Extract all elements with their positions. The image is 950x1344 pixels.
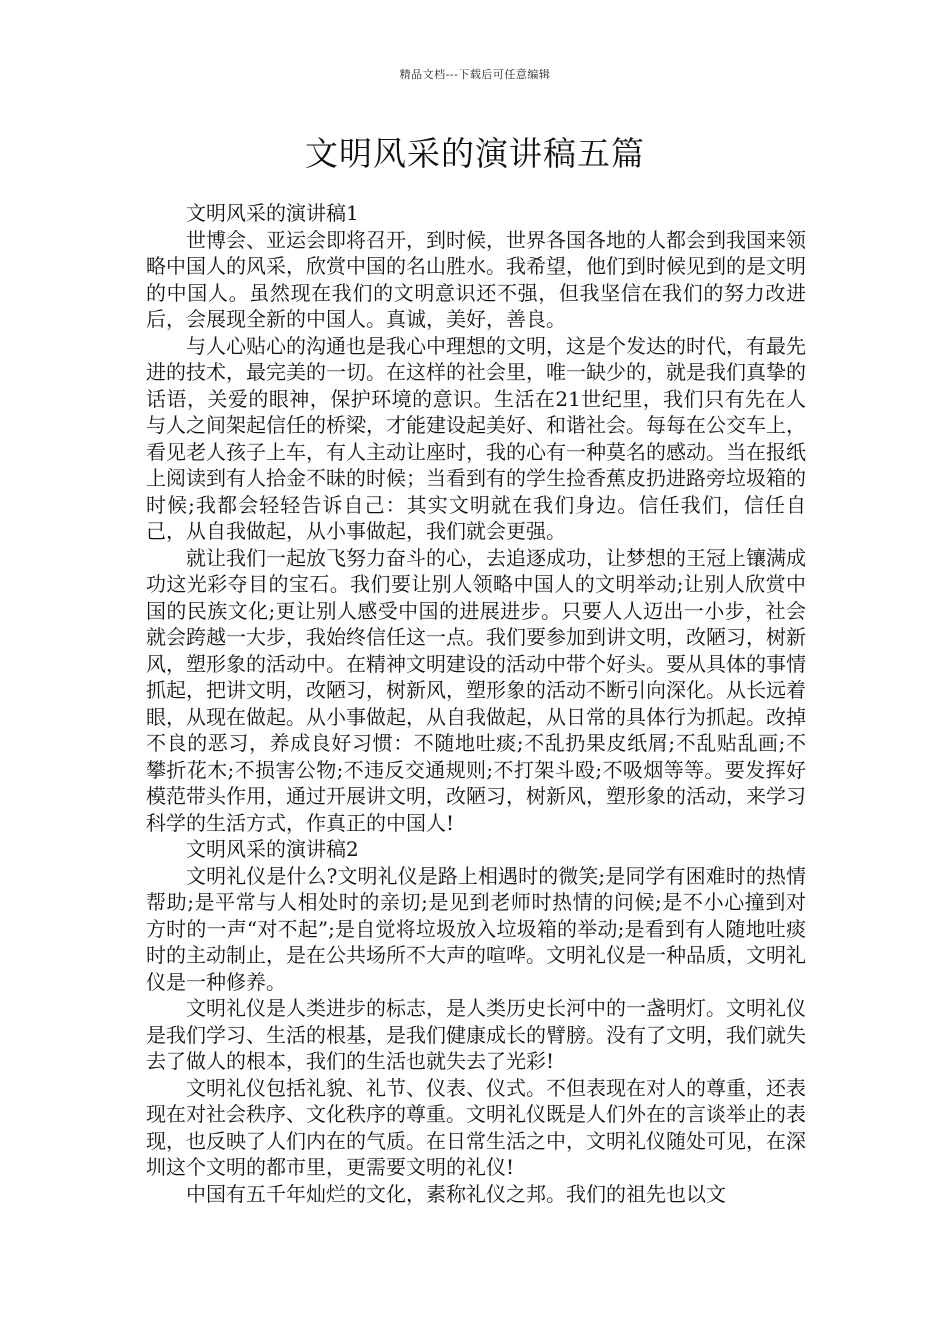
section-heading-1: 文明风采的演讲稿1: [186, 201, 359, 225]
document-title: 文明风采的演讲稿五篇: [305, 134, 645, 173]
paragraph: 文明礼仪包括礼貌、礼节、仪表、仪式。不但表现在对人的尊重，还表现在对社会秩序、文化秩序的尊重。文明礼仪既是人们外在的言谈举止的表现，也反映了人们内在的气质。在日常生活之中，文明礼仪随处可见，在深圳这个文明的都市里，更需要文明的礼仪!: [146, 1075, 806, 1179]
document-body: [146, 200, 806, 1207]
paragraph: 世博会、亚运会即将召开，到时候，世界各国各地的人都会到我国来领略中国人的风采，欣赏中国的名山胜水。我希望，他们到时候见到的是文明的中国人。虽然现在我们的文明意识还不强，但我坚信在我们的努力改进后，会展现全新的中国人。真诚，美好，善良。: [146, 227, 806, 331]
paragraph: 文明礼仪是什么?文明礼仪是路上相遇时的微笑;是同学有困难时的热情帮助;是平常与人相处时的亲切;是见到老师时热情的问候;是不小心撞到对方时的一声“对不起”;是自觉将垃圾放入垃圾箱的举动;是看到有人随地吐痰时的主动制止，是在公共场所不大声的喧哗。文明礼仪是一种品质，文明礼仪是一种修养。: [146, 863, 806, 994]
header-note: 精品文档---下载后可任意编辑: [399, 68, 551, 81]
paragraph: 文明礼仪是人类进步的标志，是人类历史长河中的一盏明灯。文明礼仪是我们学习、生活的根基，是我们健康成长的臂膀。没有了文明，我们就失去了做人的根本，我们的生活也就失去了光彩!: [146, 996, 806, 1073]
paragraph: 与人心贴心的沟通也是我心中理想的文明，这是个发达的时代，有最先进的技术，最完美的一切。在这样的社会里，唯一缺少的，就是我们真挚的话语，关爱的眼神，保护环境的意识。生活在21世纪里，我们只有先在人与人之间架起信任的桥梁，才能建设起美好、和谐社会。每每在公交车上，看见老人孩子上车，有人主动让座时，我的心有一种莫名的感动。当在报纸上阅读到有人拾金不昧的时候；当看到有的学生捡香蕉皮扔进路旁垃圾箱的时候;我都会轻轻告诉自己：其实文明就在我们身边。信任我们，信任自己，从自我做起，从小事做起，我们就会更强。: [146, 333, 806, 543]
section-heading-2: 文明风采的演讲稿2: [186, 837, 359, 861]
paragraph: 中国有五千年灿烂的文化，素称礼仪之邦。我们的祖先也以文: [186, 1181, 726, 1206]
paragraph: 就让我们一起放飞努力奋斗的心，去追逐成功，让梦想的王冠上镶满成功这光彩夺目的宝石。我们要让别人领略中国人的文明举动;让别人欣赏中国的民族文化;更让别人感受中国的进展进步。只要人人迈出一小步，社会就会跨越一大步，我始终信任这一点。我们要参加到讲文明，改陋习，树新风，塑形象的活动中。在精神文明建设的活动中带个好头。要从具体的事情抓起，把讲文明，改陋习，树新风，塑形象的活动不断引向深化。从长远着眼，从现在做起。从小事做起，从自我做起，从日常的具体行为抓起。改掉不良的恶习，养成良好习惯：不随地吐痰;不乱扔果皮纸屑;不乱贴乱画;不攀折花木;不损害公物;不违反交通规则;不打架斗殴;不吸烟等等。要发挥好模范带头作用，通过开展讲文明，改陋习，树新风，塑形象的活动，来学习科学的生活方式，作真正的中国人!: [146, 545, 806, 835]
